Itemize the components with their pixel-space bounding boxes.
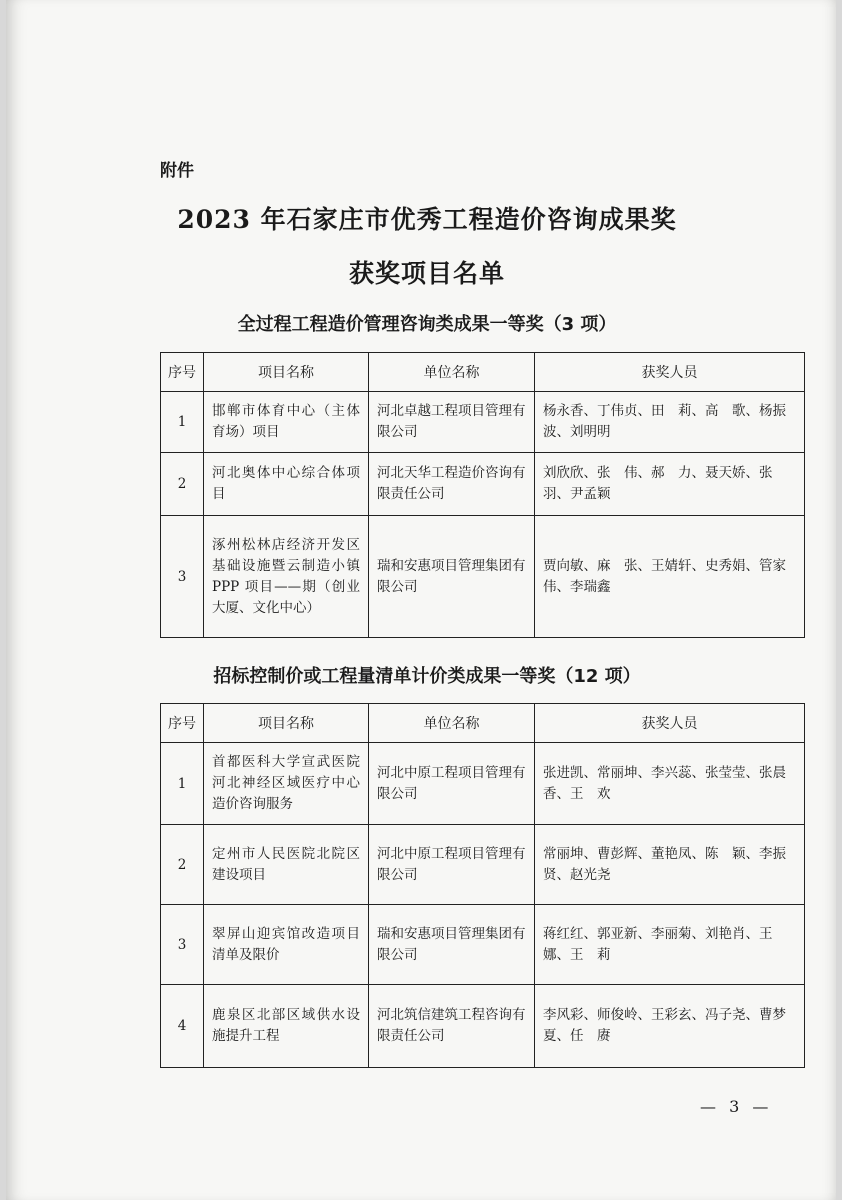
header-unit: 单位名称 xyxy=(369,353,535,392)
row-project: 鹿泉区北部区域供水设施提升工程 xyxy=(204,985,369,1068)
row-people: 刘欣欣、张 伟、郝 力、聂天娇、张 羽、尹孟颖 xyxy=(535,453,805,516)
header-project: 项目名称 xyxy=(204,353,369,392)
row-no: 2 xyxy=(161,825,204,905)
table-row xyxy=(161,392,805,453)
document-page xyxy=(6,0,836,1200)
header-no: 序号 xyxy=(161,353,204,392)
row-project: 首都医科大学宣武医院河北神经区域医疗中心造价咨询服务 xyxy=(204,743,369,825)
row-no: 2 xyxy=(161,453,204,516)
table-header-row xyxy=(161,353,805,392)
table-row xyxy=(161,516,805,638)
row-no: 3 xyxy=(161,905,204,985)
row-people: 贾向敏、麻 张、王婧轩、史秀娟、管家伟、李瑞鑫 xyxy=(535,516,805,638)
row-project: 翠屏山迎宾馆改造项目清单及限价 xyxy=(204,905,369,985)
document-title-line2: 获奖项目名单 xyxy=(348,259,505,288)
table-header-row xyxy=(161,704,805,743)
row-unit: 河北中原工程项目管理有限公司 xyxy=(369,743,535,825)
row-no: 3 xyxy=(161,516,204,638)
row-unit: 河北筑信建筑工程咨询有限责任公司 xyxy=(369,985,535,1068)
document-title-line1: 2023 年石家庄市优秀工程造价咨询成果奖 xyxy=(177,205,677,234)
table-row xyxy=(161,825,805,905)
row-people: 张进凯、常丽坤、李兴蕊、张莹莹、张晨香、王 欢 xyxy=(535,743,805,825)
header-people: 获奖人员 xyxy=(535,353,805,392)
table-row xyxy=(161,743,805,825)
section1-heading: 全过程工程造价管理咨询类成果一等奖（3 项） xyxy=(237,314,617,335)
row-unit: 河北卓越工程项目管理有限公司 xyxy=(369,392,535,453)
row-project: 邯郸市体育中心（主体育场）项目 xyxy=(204,392,369,453)
row-people: 杨永香、丁伟贞、田 莉、高 歌、杨振波、刘明明 xyxy=(535,392,805,453)
header-project: 项目名称 xyxy=(204,704,369,743)
header-people: 获奖人员 xyxy=(535,704,805,743)
section1-table xyxy=(160,352,805,638)
table-row xyxy=(161,453,805,516)
row-project: 涿州松林店经济开发区基础设施暨云制造小镇 PPP 项目——期（创业大厦、文化中心） xyxy=(204,516,369,638)
page-number: — 3 — xyxy=(700,1097,773,1116)
row-no: 4 xyxy=(161,985,204,1068)
row-no: 1 xyxy=(161,392,204,453)
section2-heading: 招标控制价或工程量清单计价类成果一等奖（12 项） xyxy=(213,666,641,687)
table-row xyxy=(161,905,805,985)
section2-table xyxy=(160,703,805,1068)
row-unit: 河北天华工程造价咨询有限责任公司 xyxy=(369,453,535,516)
row-unit: 瑞和安惠项目管理集团有限公司 xyxy=(369,516,535,638)
header-no: 序号 xyxy=(161,704,204,743)
header-unit: 单位名称 xyxy=(369,704,535,743)
attachment-label: 附件 xyxy=(160,161,194,181)
table-row xyxy=(161,985,805,1068)
row-project: 河北奥体中心综合体项目 xyxy=(204,453,369,516)
row-people: 蒋红红、郭亚新、李丽菊、刘艳肖、王 娜、王 莉 xyxy=(535,905,805,985)
row-project: 定州市人民医院北院区建设项目 xyxy=(204,825,369,905)
row-people: 李风彩、师俊岭、王彩玄、冯子尧、曹梦夏、任 赓 xyxy=(535,985,805,1068)
row-people: 常丽坤、曹彭辉、董艳凤、陈 颖、李振贤、赵光尧 xyxy=(535,825,805,905)
row-unit: 河北中原工程项目管理有限公司 xyxy=(369,825,535,905)
row-unit: 瑞和安惠项目管理集团有限公司 xyxy=(369,905,535,985)
row-no: 1 xyxy=(161,743,204,825)
